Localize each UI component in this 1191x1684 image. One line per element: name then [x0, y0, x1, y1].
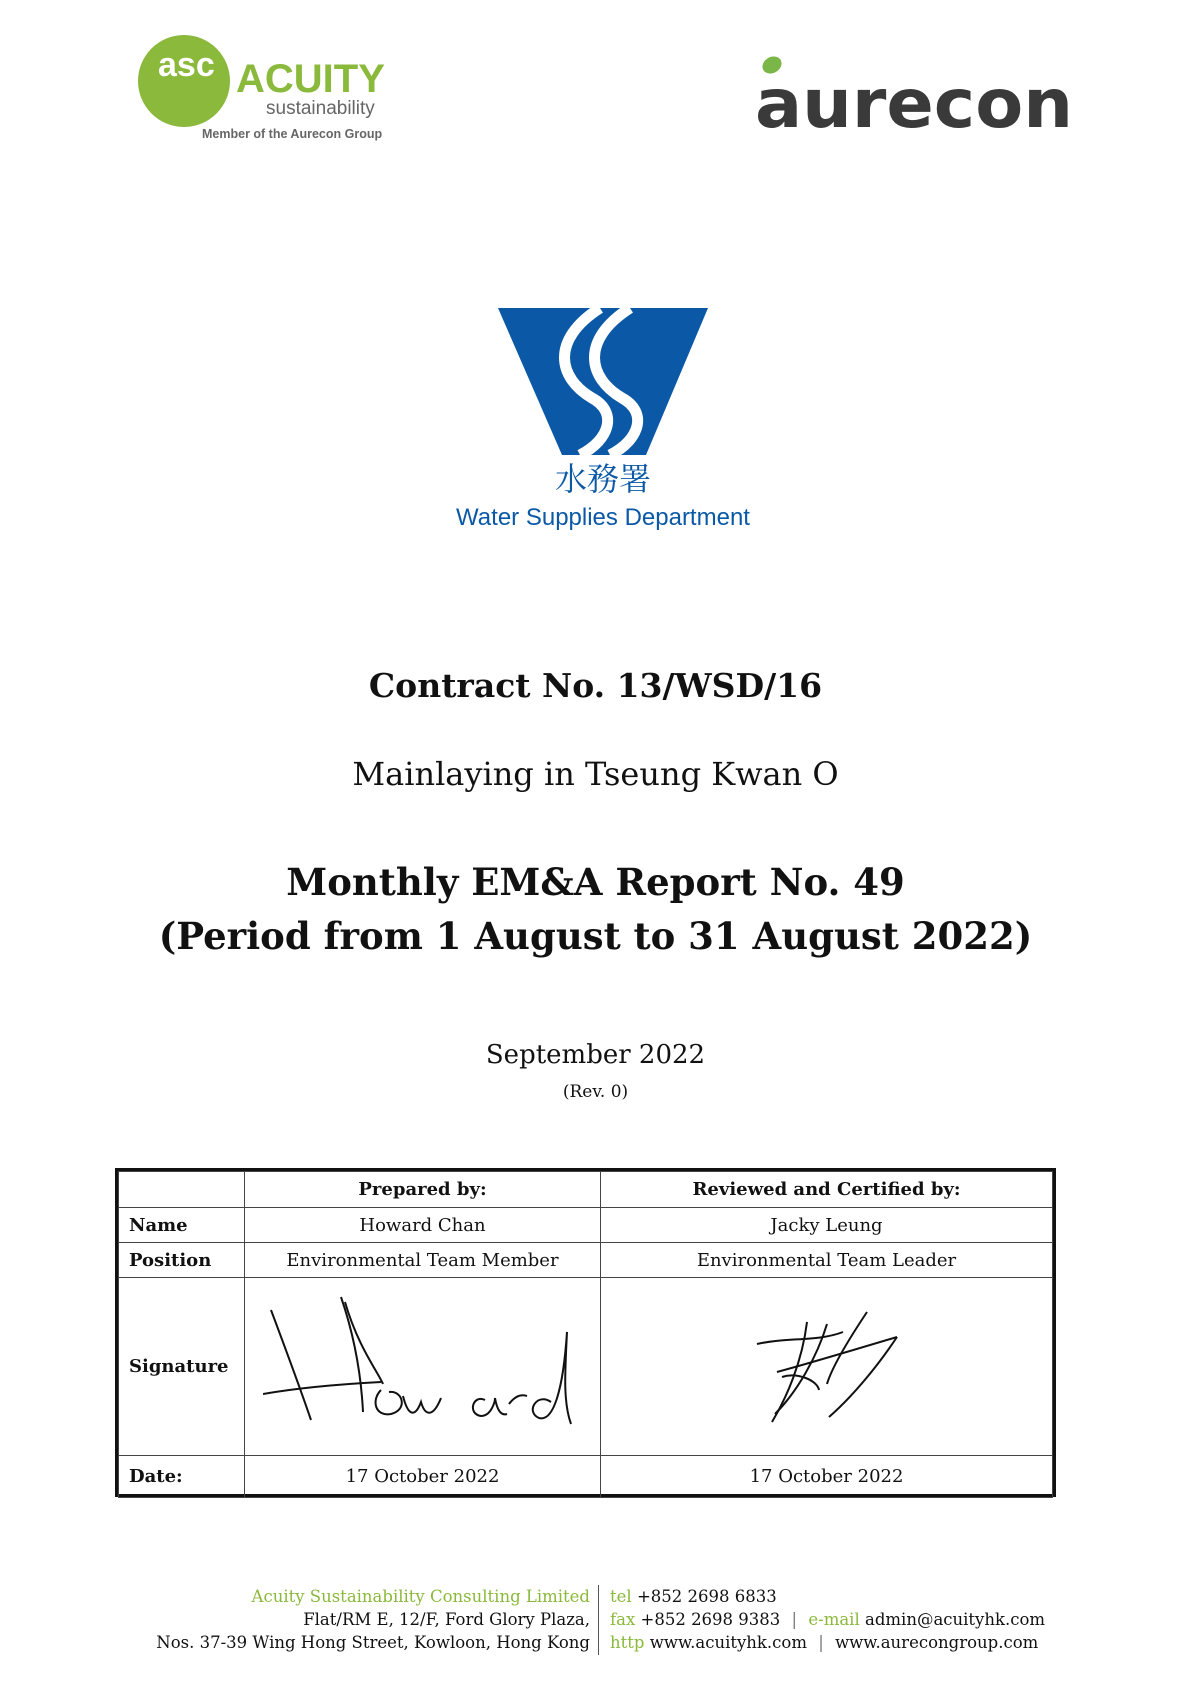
aurecon-name: aurecon — [755, 65, 1073, 142]
reviewed-header: Reviewed and Certified by: — [601, 1172, 1053, 1208]
web-link-aurecon[interactable]: www.aurecongroup.com — [835, 1633, 1039, 1652]
report-title — [0, 855, 1191, 963]
wsd-english: Water Supplies Department — [456, 504, 750, 531]
wsd-chinese: 水務署 — [554, 460, 652, 498]
table-row — [119, 1208, 1053, 1243]
http-label: http — [610, 1633, 645, 1652]
fax-value: +852 2698 9383 — [640, 1610, 781, 1629]
revision: (Rev. 0) — [562, 1082, 629, 1102]
tel-value: +852 2698 6833 — [636, 1587, 777, 1606]
reviewed-name: Jacky Leung — [601, 1208, 1053, 1243]
table-row — [119, 1172, 1053, 1208]
separator: | — [818, 1633, 824, 1652]
email-label: e-mail — [808, 1610, 860, 1629]
prepared-signature — [245, 1278, 601, 1456]
row-label-date: Date: — [119, 1456, 245, 1498]
row-label-name: Name — [119, 1208, 245, 1243]
acuity-initials: asc — [158, 46, 215, 84]
table-row — [119, 1456, 1053, 1498]
reviewed-date: 17 October 2022 — [601, 1456, 1053, 1498]
project-title: Mainlaying in Tseung Kwan O — [352, 755, 839, 793]
aurecon-logo — [755, 52, 1075, 142]
signature-table — [115, 1168, 1056, 1497]
wsd-logo — [440, 300, 780, 540]
table-row — [119, 1278, 1053, 1456]
acuity-tagline: Member of the Aurecon Group — [202, 127, 383, 141]
footer-company: Acuity Sustainability Consulting Limited — [251, 1587, 590, 1606]
signature-jacky-image — [747, 1302, 907, 1432]
row-label-signature: Signature — [119, 1278, 245, 1456]
footer-address-line1: Flat/RM E, 12/F, Ford Glory Plaza, — [303, 1610, 590, 1629]
contract-number: Contract No. 13/WSD/16 — [368, 666, 823, 705]
report-title-line1: Monthly EM&A Report No. 49 — [286, 860, 905, 904]
separator: | — [791, 1610, 798, 1629]
fax-label: fax — [610, 1610, 636, 1629]
table-corner-cell — [119, 1172, 245, 1208]
report-date: September 2022 — [485, 1040, 706, 1070]
reviewed-position: Environmental Team Leader — [601, 1243, 1053, 1278]
web-link-acuity[interactable]: www.acuityhk.com — [649, 1633, 807, 1652]
acuity-logo — [138, 34, 438, 154]
report-title-line2: (Period from 1 August to 31 August 2022) — [158, 914, 1033, 958]
prepared-position: Environmental Team Member — [245, 1243, 601, 1278]
footer-address — [150, 1585, 590, 1654]
footer-address-line2: Nos. 37-39 Wing Hong Street, Kowloon, Hong Kong — [156, 1633, 590, 1652]
prepared-date: 17 October 2022 — [245, 1456, 601, 1498]
footer-contact — [610, 1585, 1060, 1654]
acuity-name: ACUITY — [236, 57, 385, 101]
footer-divider — [598, 1585, 599, 1655]
signature-howard-image — [263, 1292, 583, 1442]
table-row — [119, 1243, 1053, 1278]
row-label-position: Position — [119, 1243, 245, 1278]
prepared-name: Howard Chan — [245, 1208, 601, 1243]
email-link[interactable]: admin@acuityhk.com — [865, 1610, 1046, 1629]
acuity-sub: sustainability — [266, 98, 375, 119]
tel-label: tel — [610, 1587, 632, 1606]
prepared-header: Prepared by: — [245, 1172, 601, 1208]
reviewed-signature — [601, 1278, 1053, 1456]
